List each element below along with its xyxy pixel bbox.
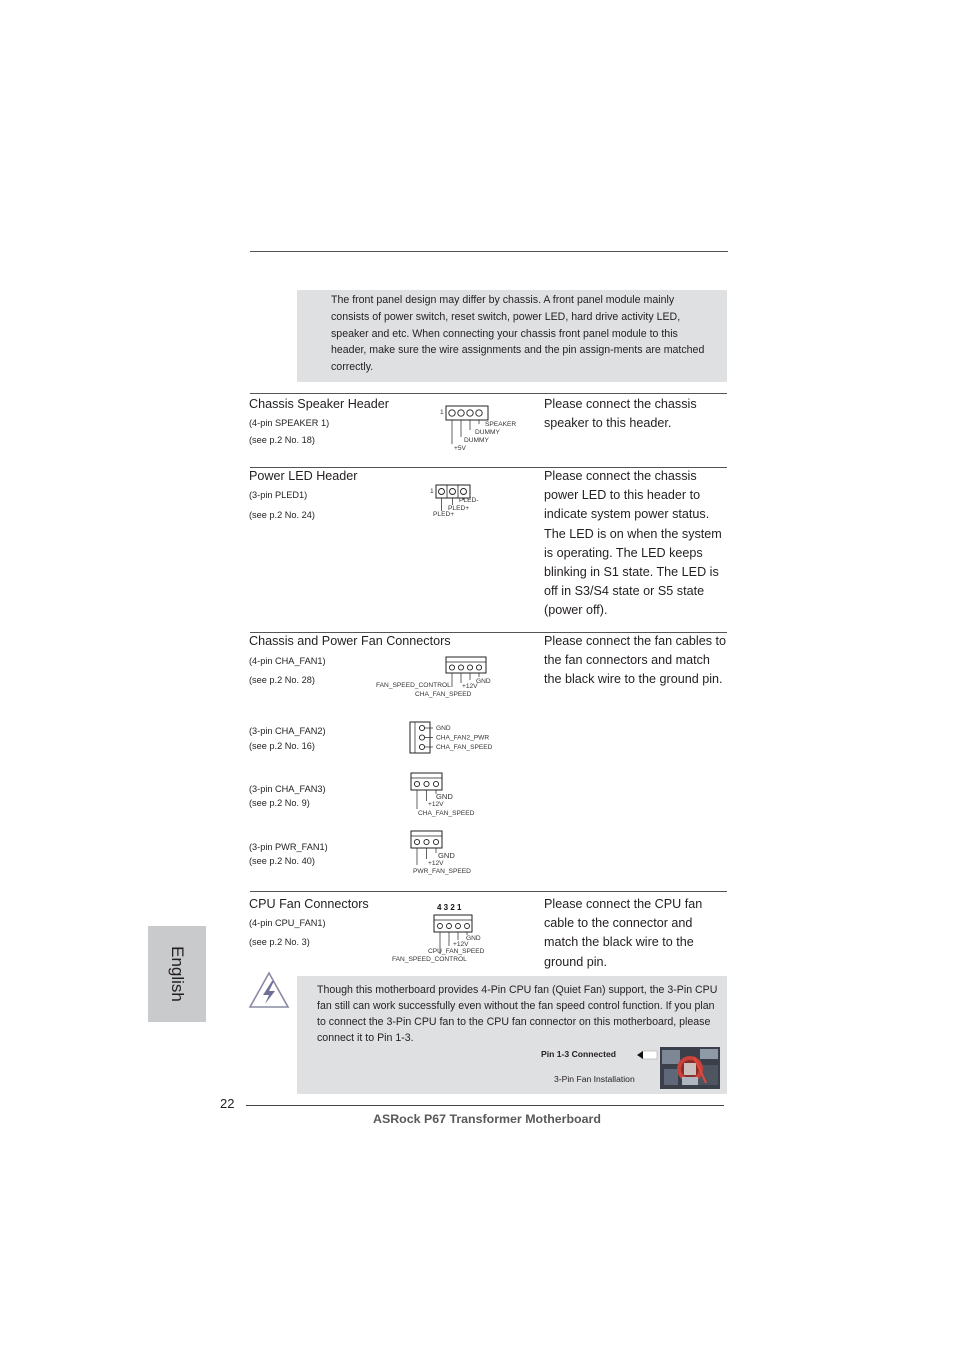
dummy-pin-label: DUMMY — [475, 429, 500, 436]
cha-fan-speed-label: CHA_FAN_SPEED — [436, 744, 493, 751]
pin1-marker: 1 — [440, 409, 444, 416]
arrow-icon — [636, 1049, 658, 1061]
cpu-fan-title: CPU Fan Connectors — [249, 897, 369, 911]
fan-speed-control-label: FAN_SPEED_CONTROL — [376, 682, 451, 689]
warning-text: Though this motherboard provides 4-Pin CPU fan (Quiet Fan) support, the 3-Pin CPU fan still can work successfully even without the fan speed control function. If you plan to connect the 3-Pin CPU fan to the CPU fan connector on this motherboard, please connect it to Pin 1-3. — [317, 984, 718, 1045]
speaker-ref: (see p.2 No. 18) — [249, 435, 315, 445]
speaker-title: Chassis Speaker Header — [249, 397, 390, 411]
fans-desc: Please connect the fan cables to the fan connectors and match the black wire to the ground pin. — [544, 634, 727, 687]
page-number: 22 — [220, 1096, 235, 1111]
gnd-label: GND — [436, 792, 453, 801]
cha-fan2-sub: (3-pin CHA_FAN2) — [249, 726, 326, 736]
cha-fan2-pwr-label: CHA_FAN2_PWR — [436, 734, 490, 742]
12v-label: +12V — [428, 860, 444, 867]
cpu-fan-desc: Please connect the CPU fan cable to the connector and match the black wire to the ground pin. — [544, 897, 703, 969]
section-divider — [250, 393, 727, 394]
pin-1-3-label: Pin 1-3 Connected — [541, 1049, 616, 1059]
pwr-fan1-ref: (see p.2 No. 40) — [249, 856, 315, 866]
cha-fan1-diagram — [372, 655, 508, 701]
footer-title: ASRock P67 Transformer Motherboard — [373, 1112, 601, 1126]
cha-fan3-sub: (3-pin CHA_FAN3) — [249, 784, 326, 794]
footer-rule — [246, 1105, 724, 1106]
cha-fan2-ref: (see p.2 No. 16) — [249, 741, 315, 751]
gnd-label: GND — [438, 851, 455, 860]
cha-fan1-ref: (see p.2 No. 28) — [249, 675, 315, 685]
gnd-label: GND — [476, 678, 491, 685]
fan-installation-photo — [660, 1047, 720, 1089]
cpu-fan-diagram — [390, 900, 506, 966]
pwr-fan1-sub: (3-pin PWR_FAN1) — [249, 842, 328, 852]
power-led-header-diagram — [428, 481, 500, 521]
power-led-sub: (3-pin PLED1) — [249, 490, 308, 500]
pwr-fan1-diagram — [408, 829, 490, 877]
section-divider — [250, 891, 727, 892]
fans-title: Chassis and Power Fan Connectors — [249, 634, 451, 648]
12v-label: +12V — [462, 683, 478, 690]
cha-fan2-diagram — [405, 720, 507, 756]
pin-numbers: 4 3 2 1 — [437, 903, 462, 912]
cpu-fan-speed-label: CPU_FAN_SPEED — [428, 948, 485, 955]
pled-minus-label: PLED- — [459, 497, 479, 504]
12v-label: +12V — [453, 941, 469, 948]
cpu-fan-sub: (4-pin CPU_FAN1) — [249, 918, 326, 928]
cha-fan3-ref: (see p.2 No. 9) — [249, 798, 310, 808]
power-led-desc: Please connect the chassis power LED to this header to indicate system power status. The LED is on when the system is operating. The LED keeps blinking in S1 state. The LED is off in S3/S4 state or S5 state (power off). — [544, 469, 722, 618]
power-led-title: Power LED Header — [249, 469, 358, 483]
dummy-pin-label: DUMMY — [464, 437, 489, 444]
language-tab-label: English — [168, 946, 187, 1002]
cha-fan-speed-label: CHA_FAN_SPEED — [415, 691, 472, 698]
cha-fan1-sub: (4-pin CHA_FAN1) — [249, 656, 326, 666]
speaker-pin-label: SPEAKER — [485, 421, 517, 428]
speaker-desc: Please connect the chassis speaker to this header. — [544, 397, 697, 431]
fan-installation-label: 3-Pin Fan Installation — [554, 1074, 635, 1084]
power-led-ref: (see p.2 No. 24) — [249, 510, 315, 520]
gnd-label: GND — [466, 935, 481, 942]
language-tab — [148, 926, 206, 1022]
top-rule — [250, 251, 728, 252]
pled-plus-label: PLED+ — [448, 505, 470, 512]
12v-label: +12V — [428, 801, 444, 808]
5v-pin-label: +5V — [454, 445, 466, 452]
warning-icon — [248, 971, 290, 1011]
cpu-fan-ref: (see p.2 No. 3) — [249, 937, 310, 947]
fan-speed-control-label: FAN_SPEED_CONTROL — [392, 956, 467, 963]
note-text: The front panel design may differ by chassis. A front panel module mainly consists of power switch, reset switch, power LED, hard drive activity LED, speaker and etc. When connecting your chassis front panel module to this header, make sure the wire assignments and the pin assign-ments are matched correctly. — [331, 294, 705, 374]
speaker-header-diagram — [440, 402, 522, 456]
pled-plus-label: PLED+ — [433, 511, 455, 518]
pin1-marker: 1 — [430, 488, 434, 495]
gnd-label: GND — [436, 725, 451, 732]
pwr-fan-speed-label: PWR_FAN_SPEED — [413, 868, 471, 875]
cha-fan-speed-label: CHA_FAN_SPEED — [418, 810, 475, 817]
speaker-sub: (4-pin SPEAKER 1) — [249, 418, 330, 428]
cha-fan3-diagram — [408, 771, 490, 819]
